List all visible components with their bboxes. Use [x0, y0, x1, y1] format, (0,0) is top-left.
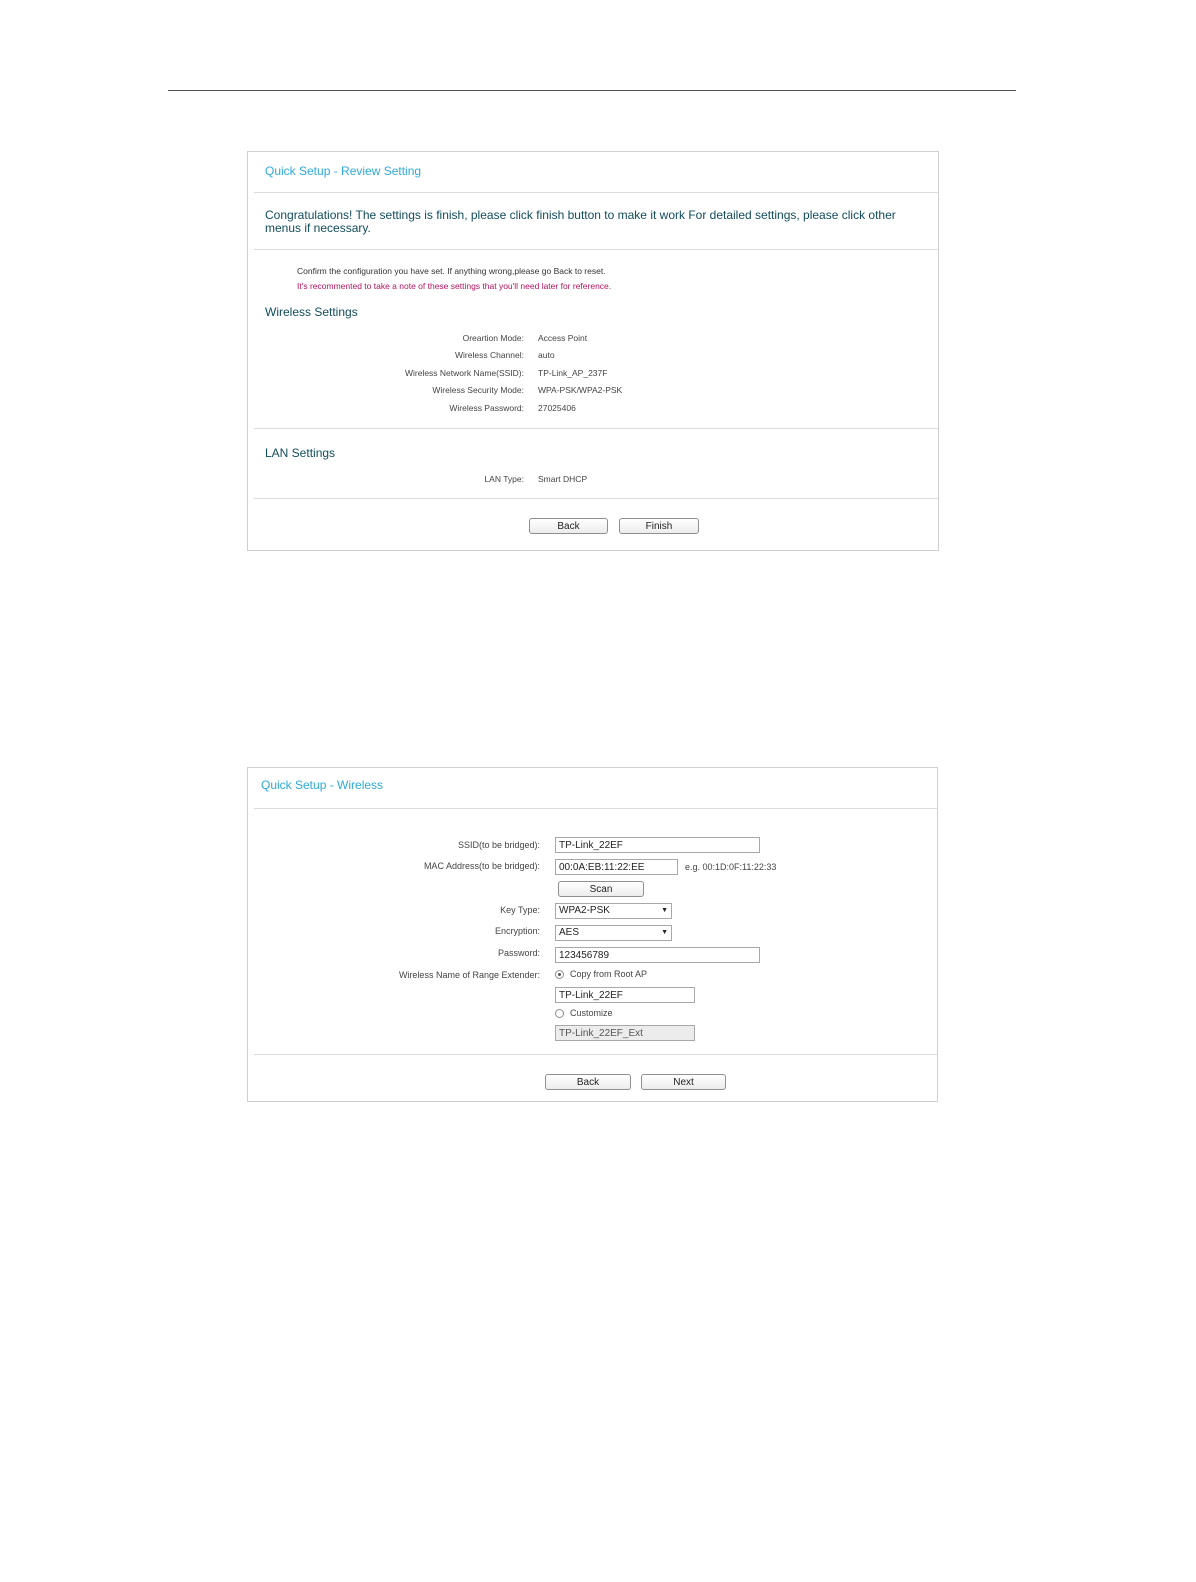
- back-button[interactable]: Back: [529, 518, 608, 534]
- lan-type-label: LAN Type:: [484, 474, 524, 484]
- wireless-password-label: Wireless Password:: [449, 403, 524, 413]
- scan-button[interactable]: Scan: [558, 881, 644, 897]
- security-mode-label: Wireless Security Mode:: [432, 385, 524, 395]
- copy-from-root-ap-label: Copy from Root AP: [570, 969, 648, 979]
- key-type-label: Key Type:: [500, 905, 540, 915]
- back-button[interactable]: Back: [545, 1074, 631, 1090]
- review-setting-panel: [247, 151, 939, 551]
- range-extender-name-label: Wireless Name of Range Extender:: [398, 970, 540, 980]
- wireless-panel-title: Quick Setup - Wireless: [261, 778, 384, 792]
- operation-mode-label: Oreartion Mode:: [462, 333, 524, 343]
- divider: [254, 249, 938, 250]
- lan-settings-title: LAN Settings: [265, 446, 336, 460]
- review-panel-title: Quick Setup - Review Setting: [265, 164, 422, 178]
- customize-label: Customize: [570, 1008, 613, 1018]
- lan-type-value: Smart DHCP: [538, 474, 588, 484]
- password-label: Password:: [497, 948, 540, 958]
- copy-from-root-ap-radio[interactable]: [555, 970, 564, 979]
- wireless-channel-label: Wireless Channel:: [455, 350, 524, 360]
- encryption-value: AES: [559, 927, 580, 938]
- finish-button[interactable]: Finish: [619, 518, 699, 534]
- ssid-bridged-label: SSID(to be bridged):: [457, 840, 540, 850]
- customize-radio[interactable]: [555, 1009, 564, 1018]
- mac-address-hint: e.g. 00:1D:0F:11:22:33: [685, 862, 777, 872]
- divider: [254, 498, 938, 499]
- encryption-select[interactable]: [555, 925, 672, 941]
- divider: [254, 1054, 937, 1055]
- page-header-rule: [168, 90, 1016, 91]
- key-type-value: WPA2-PSK: [559, 905, 610, 916]
- divider: [254, 192, 938, 193]
- mac-address-label: MAC Address(to be bridged):: [423, 861, 540, 871]
- next-button[interactable]: Next: [641, 1074, 726, 1090]
- password-input[interactable]: [555, 947, 760, 963]
- encryption-label: Encryption:: [494, 926, 540, 936]
- security-mode-value: WPA-PSK/WPA2-PSK: [538, 385, 623, 395]
- confirm-message: Confirm the configuration you have set. If anything wrong,please go Back to reset.: [297, 266, 606, 276]
- wireless-settings-title: Wireless Settings: [265, 305, 358, 319]
- ssid-value: TP-Link_AP_237F: [538, 368, 608, 378]
- congratulations-message: Congratulations! The settings is finish, please click finish button to make it work For detailed settings, please click other menus if necessary.: [265, 208, 896, 235]
- divider: [254, 428, 938, 429]
- wireless-password-value: 27025406: [538, 403, 576, 413]
- ssid-bridged-input[interactable]: [555, 837, 760, 853]
- ssid-label: Wireless Network Name(SSID):: [404, 368, 524, 378]
- divider: [254, 808, 937, 809]
- wireless-channel-value: auto: [538, 350, 555, 360]
- key-type-select[interactable]: [555, 903, 672, 919]
- copied-ssid-input[interactable]: [555, 987, 695, 1003]
- recommend-message: It's recommented to take a note of these settings that you'll need later for reference.: [297, 281, 612, 291]
- dropdown-arrow-icon: ▼: [661, 929, 668, 936]
- quick-setup-wireless-panel: [247, 767, 938, 1102]
- dropdown-arrow-icon: ▼: [661, 907, 668, 914]
- mac-address-input[interactable]: [555, 859, 678, 875]
- custom-ssid-input: [555, 1025, 695, 1041]
- operation-mode-value: Access Point: [538, 333, 588, 343]
